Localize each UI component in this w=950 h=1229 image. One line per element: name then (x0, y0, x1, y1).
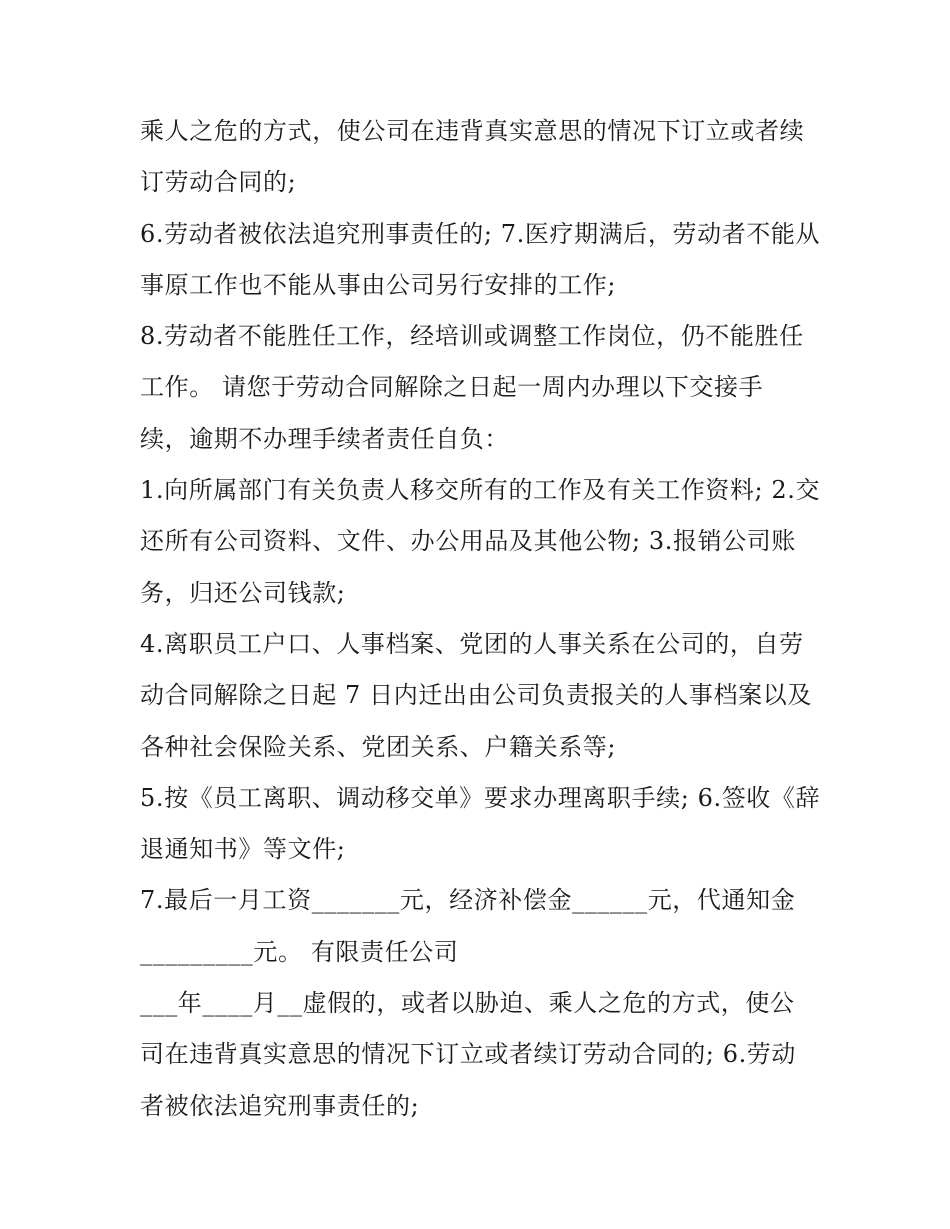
text-line: 各种社会保险关系、党团关系、户籍关系等; (140, 732, 617, 761)
text-line: 4.离职员工户口、人事档案、党团的人事关系在公司的，自劳 (140, 629, 804, 658)
text-line: 8.劳动者不能胜任工作，经培训或调整工作岗位，仍不能胜任 (140, 322, 804, 351)
text-line: 乘人之危的方式，使公司在违背真实意思的情况下订立或者续 (140, 117, 805, 145)
text-line: 7.最后一月工资_______元，经济补偿金______元，代通知金 (140, 886, 796, 915)
text-line: 续，逾期不办理手续者责任自负： (140, 424, 509, 453)
text-line: 务，归还公司钱款; (140, 578, 346, 607)
text-line: 订劳动合同的; (140, 168, 297, 197)
text-line: 还所有公司资料、文件、办公用品及其他公物; 3.报销公司账 (140, 527, 797, 556)
text-line: 司在违背真实意思的情况下订立或者续订劳动合同的; 6.劳动 (140, 1040, 797, 1069)
text-line: 6.劳动者被依法追究刑事责任的; 7.医疗期满后，劳动者不能从 (140, 219, 821, 248)
text-line: 1.向所属部门有关负责人移交所有的工作及有关工作资料; 2.交 (140, 476, 821, 505)
text-line: 动合同解除之日起 7 日内迁出由公司负责报关的人事档案以及 (140, 681, 812, 710)
text-line: 工作。 请您于劳动合同解除之日起一周内办理以下交接手 (140, 373, 764, 402)
text-line: ___年____月__虚假的，或者以胁迫、乘人之危的方式，使公 (140, 989, 795, 1018)
text-line: 退通知书》等文件; (140, 835, 346, 864)
text-line: 5.按《员工离职、调动移交单》要求办理离职手续; 6.签收《辞 (140, 783, 821, 812)
text-line: 事原工作也不能从事由公司另行安排的工作; (140, 270, 617, 299)
document-body (140, 106, 820, 1132)
text-line: 者被依法追究刑事责任的; (140, 1091, 420, 1120)
text-line: _________元。 有限责任公司 (140, 937, 459, 966)
